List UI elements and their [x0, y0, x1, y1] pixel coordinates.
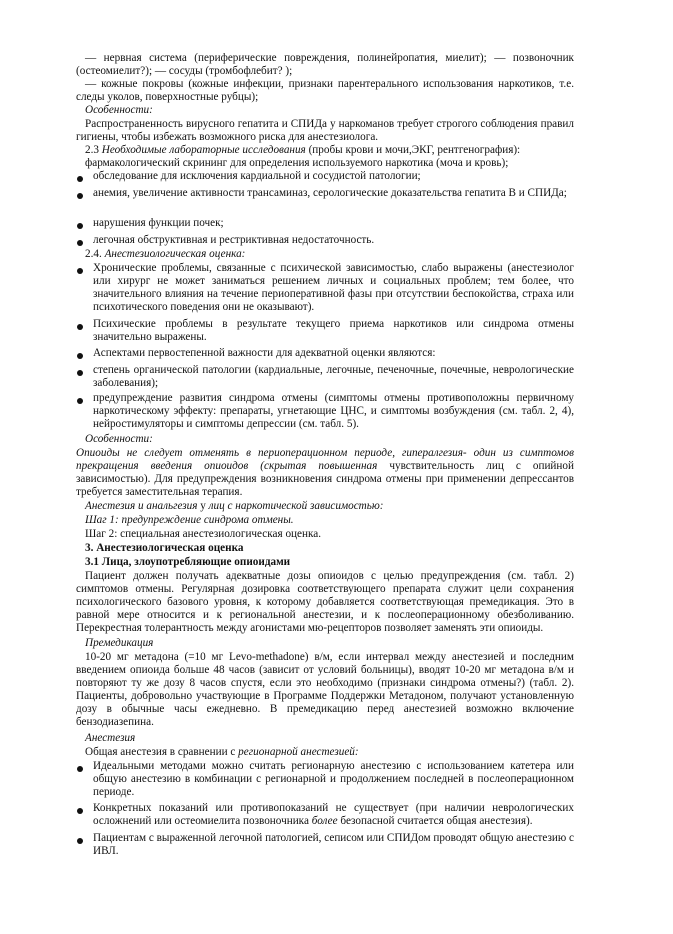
opioids-note-italic: Опиоиды не следует отменять в периоперационном периоде, гипералгезия- один из симптомов прекращения введения опиоидов (скрытая повышенная	[76, 447, 574, 473]
list-item: Аспектами первостепенной важности для адекватной оценки являются:	[93, 347, 436, 359]
heading-anesthesia: Анестезия	[85, 732, 136, 744]
bullet	[77, 240, 83, 246]
heading-features-2: Особенности:	[85, 433, 153, 445]
heading-features-1: Особенности:	[85, 104, 153, 116]
list-item: легочная обструктивная и рестриктивная недостаточность.	[93, 234, 375, 246]
paragraph-screening: фармакологический скрининг для определения используемого наркотика (моча и кровь);	[85, 157, 509, 169]
lab-tests-title: Необходимые лабораторные исследования	[101, 144, 306, 156]
addicts-label: лиц с наркотической зависимостью:	[208, 500, 384, 512]
list-item: Идеальными методами можно считать регионарную анестезию с использованием катетера или общую анестезию в комбинации с регионарной и продолжением последней в послеоперационном периоде.	[93, 760, 574, 799]
heading-anesthesia-addicts	[76, 500, 574, 513]
step-2: Шаг 2: специальная анестезиологическая оценка.	[85, 528, 322, 540]
bullet	[77, 370, 83, 376]
preposition: у	[197, 500, 209, 512]
general-vs-text: Общая анестезия в сравнении с	[85, 746, 239, 758]
list-item: предупреждение развития синдрома отмены (симптомы отмены противоположны первичному наркотическому эффекту: препараты, угнетающие ЦНС, и симптомы возбуждения (см. табл. 2, 4), нейростимуляторы и симптомы депрессии (см. табл. 5).	[93, 392, 574, 431]
bullet	[77, 193, 83, 199]
indications-rest: безопасной считается общая анестезия).	[337, 815, 533, 828]
bullet	[77, 808, 83, 814]
indications-text: Конкретных показаний или противопоказаний не существует (при наличии неврологических осложнений или остеомиелита позвоночника	[93, 802, 574, 828]
section-number: 2.3	[85, 144, 102, 156]
bullet	[77, 766, 83, 772]
bullet	[77, 353, 83, 359]
list-item: нарушения функции почек;	[93, 217, 224, 229]
paragraph-methadone: 10-20 мг метадона (=10 мг Levo-methadone) в/м, если интервал между анестезией и последним введением опиоида больше 48 часов (зависит от условий больницы), вводят 10-20 мг метадона в/м и повторяют ту же дозу 8 часов спустя, если это необходимо (признаки синдрома отмены?) (табл. 2). Пациенты, добровольно участвующие в Программе Поддержки Метадоном, получают установленную дозу в обычные часы ежедневно. В премедикацию перед анестезией возможно включение бензодиазепина.	[76, 651, 574, 729]
list-item	[93, 802, 574, 828]
paragraph-opioids-note	[76, 447, 574, 499]
section-number: 2.4.	[85, 248, 105, 260]
heading-premedication: Премедикация	[85, 637, 154, 649]
paragraph-opioid-doses: Пациент должен получать адекватные дозы опиоидов с целью предупреждения (см. табл. 2) симптомов отмены. Регулярная дозировка соответствующего препарата служит цели сохранения психологического базового уровня, к которому добавляется соответствующая премедикация. Это в равной мере относится и к региональной анестезии, и к послеоперационному обезболиванию. Перекрестная толерантность между агонистами мю-рецепторов позволяет заменять эти опиоиды.	[76, 570, 574, 635]
section-heading-3: 3. Анестезиологическая оценка	[85, 542, 244, 554]
bullet	[77, 398, 83, 404]
list-item: Хронические проблемы, связанные с психической зависимостью, слабо выражены (анестезиолог или хирург не может заниматься решением личных и социальных проблем; тем более, что значительного влияния на течение периоперативной фазы при отсутствии беспокойства, страха или психотического поведения они не оказывают).	[93, 262, 574, 314]
list-item: Психические проблемы в результате текущего приема наркотиков или синдрома отмены значительно выражены.	[93, 318, 574, 344]
assessment-title: Анестезиологическая оценка:	[104, 248, 246, 260]
subsection-heading-3-1: 3.1 Лица, злоупотребляющие опиоидами	[85, 556, 291, 568]
heading-2-4	[76, 248, 574, 261]
lab-tests-rest: (пробы крови и мочи,ЭКГ, рентгенография):	[305, 144, 521, 156]
anesthesia-analgesia: Анестезия и анальгезия	[85, 500, 198, 512]
bullet	[77, 324, 83, 330]
bullet	[77, 268, 83, 274]
paragraph-general-vs-regional	[76, 746, 574, 759]
paragraph-nervous-system: — нервная система (периферические повреждения, полинейропатия, миелит); — позвоночник (остеомиелит?); — сосуды (тромбофлебит? );	[76, 52, 574, 78]
step-1: Шаг 1: предупреждение синдрома отмены.	[85, 514, 294, 526]
bullet	[77, 176, 83, 182]
list-item: Пациентам с выраженной легочной патологией, сеписом или СПИДом проводят общую анестезию с ИВЛ.	[93, 832, 574, 858]
list-item: обследование для исключения кардиальной и сосудистой патологии;	[93, 170, 421, 182]
opioids-note-rest: чувствительность лиц с опийной зависимостью). Для предупреждения возникновения синдрома отмены при применении депрессантов требуется заместительная терапия.	[76, 460, 574, 499]
list-item: анемия, увеличение активности трансаминаз, серологические доказательства гепатита В и СПИДа;	[93, 187, 567, 199]
bullet	[77, 838, 83, 844]
paragraph-hepatitis: Распространенность вирусного гепатита и СПИДа у наркоманов требует строгого соблюдения правил гигиены, чтобы избежать возможного риска для анестезиолога.	[76, 118, 574, 144]
list-item: степень органической патологии (кардиальные, легочные, печеночные, почечные, неврологические заболевания);	[93, 364, 574, 390]
more-word: более	[311, 815, 338, 828]
regional-anesthesia-label: регионарной анестезией:	[238, 746, 359, 758]
bullet	[77, 223, 83, 229]
paragraph-skin: — кожные покровы (кожные инфекции, признаки парентерального использования наркотиков, т.е. следы уколов, поверхностные рубцы);	[76, 78, 574, 104]
heading-2-3	[76, 144, 574, 157]
